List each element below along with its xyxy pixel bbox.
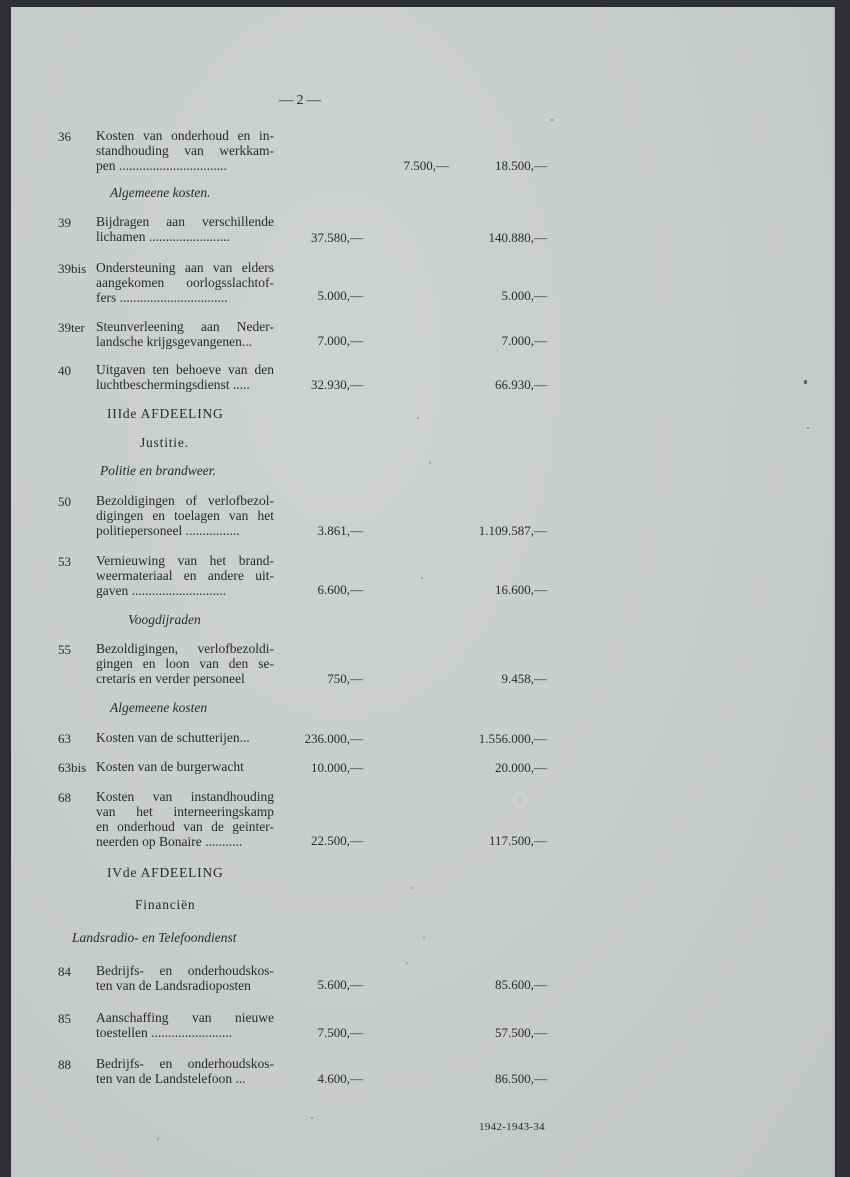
article-description: Steunverleening aan Neder- landsche krijgsgevangenen... [96,319,274,349]
amount-column-3: 140.880,— [488,230,547,245]
paper-speck [429,462,431,464]
article-description: Uitgaven ten behoeve van den luchtbeschermingsdienst ..... [96,362,274,392]
amount-column-1: 3.861,— [317,523,363,538]
amount-column-3: 1.556.000,— [478,731,547,746]
amount-column-1: 10.000,— [311,760,363,775]
article-number: 53 [58,554,71,569]
amount-column-1: 750,— [327,671,363,686]
amount-column-3: 5.000,— [501,288,547,303]
section-subheading: Algemeene kosten. [110,185,211,200]
article-description: Vernieuwing van het brand- weermateriaal en andere uit- gaven ............................ [96,553,274,598]
article-description: Bezoldigingen, verlofbezoldi- gingen en loon van den se- cretaris en verder personeel [96,641,274,686]
article-number: 85 [58,1011,71,1026]
amount-column-3: 1.109.587,— [478,523,547,538]
amount-column-3: 20.000,— [495,760,547,775]
article-number: 63bis [58,760,87,775]
article-number: 39ter [58,320,85,335]
article-description: Kosten van de burgerwacht [96,759,244,774]
amount-column-1: 22.500,— [311,833,363,848]
section-subheading: Landsradio- en Telefoondienst [72,930,237,945]
paper-speck [406,962,408,964]
paper-speck [311,1117,313,1119]
paper-speck [519,799,521,801]
amount-column-1: 7.000,— [317,333,363,348]
article-description: Aanschaffing van nieuwe toestellen ........................ [96,1010,274,1040]
section-subheading: Algemeene kosten [110,700,208,715]
article-description: Kosten van instandhouding van het interneeringskamp en onderhoud van de geinter- neerden op Bonaire ........... [96,789,274,849]
amount-column-1: 4.600,— [317,1071,363,1086]
department-heading: IVde AFDEELING [107,865,224,880]
paper-speck [804,380,807,384]
amount-column-3: 57.500,— [495,1025,547,1040]
amount-column-1: 32.930,— [311,377,363,392]
paper-speck [421,577,423,579]
article-description: Ondersteuning aan van elders aangekomen oorlogsslachtof- fers ................................ [96,260,274,305]
article-description: Bedrijfs- en onderhoudskos- ten van de Landsradioposten [96,963,274,993]
footer-code: 1942-1943-34 [479,1121,545,1133]
article-number: 84 [58,964,71,979]
amount-column-3: 16.600,— [495,582,547,597]
article-number: 40 [58,363,71,378]
department-name: Financiën [135,897,196,912]
amount-column-1: 5.600,— [317,977,363,992]
article-description: Bijdragen aan verschillende lichamen ........................ [96,214,274,244]
article-number: 55 [58,642,71,657]
amount-column-1: 6.600,— [317,582,363,597]
article-description: Bedrijfs- en onderhoudskos- ten van de Landstelefoon ... [96,1056,274,1086]
amount-column-3: 85.600,— [495,977,547,992]
paper-speck [411,887,413,889]
paper-speck [807,427,809,429]
amount-column-3: 9.458,— [501,671,547,686]
section-subheading: Voogdijraden [128,612,201,627]
article-number: 39 [58,215,71,230]
paper-speck [417,417,419,419]
amount-column-3: 7.000,— [501,333,547,348]
amount-column-3: 66.930,— [495,377,547,392]
amount-column-1: 7.500,— [317,1025,363,1040]
article-description: Bezoldigingen of verlofbezol- digingen en toelagen van het politiepersoneel ................ [96,493,274,538]
paper-speck [423,937,425,939]
article-number: 68 [58,790,71,805]
page-edge [833,7,835,1177]
article-description: Kosten van de schutterijen... [96,730,250,745]
article-number: 50 [58,494,71,509]
amount-column-3: 86.500,— [495,1071,547,1086]
article-number: 63 [58,731,71,746]
amount-column-1: 37.580,— [311,230,363,245]
paper-speck [157,1138,159,1140]
amount-column-2: 7.500,— [403,158,449,173]
document-page [11,7,835,1177]
paper-speck [551,119,553,121]
article-description: Kosten van onderhoud en in- standhouding van werkkam- pen ................................ [96,128,274,173]
amount-column-3: 117.500,— [488,833,547,848]
amount-column-3: 18.500,— [495,158,547,173]
amount-column-1: 5.000,— [317,288,363,303]
department-heading: IIIde AFDEELING [107,406,224,421]
article-number: 39bis [58,261,87,276]
department-name: Justitie. [140,435,189,450]
article-number: 36 [58,129,71,144]
section-subheading: Politie en brandweer. [100,463,216,478]
page-number: — 2 — [279,93,321,108]
amount-column-1: 236.000,— [304,731,363,746]
article-number: 88 [58,1057,71,1072]
